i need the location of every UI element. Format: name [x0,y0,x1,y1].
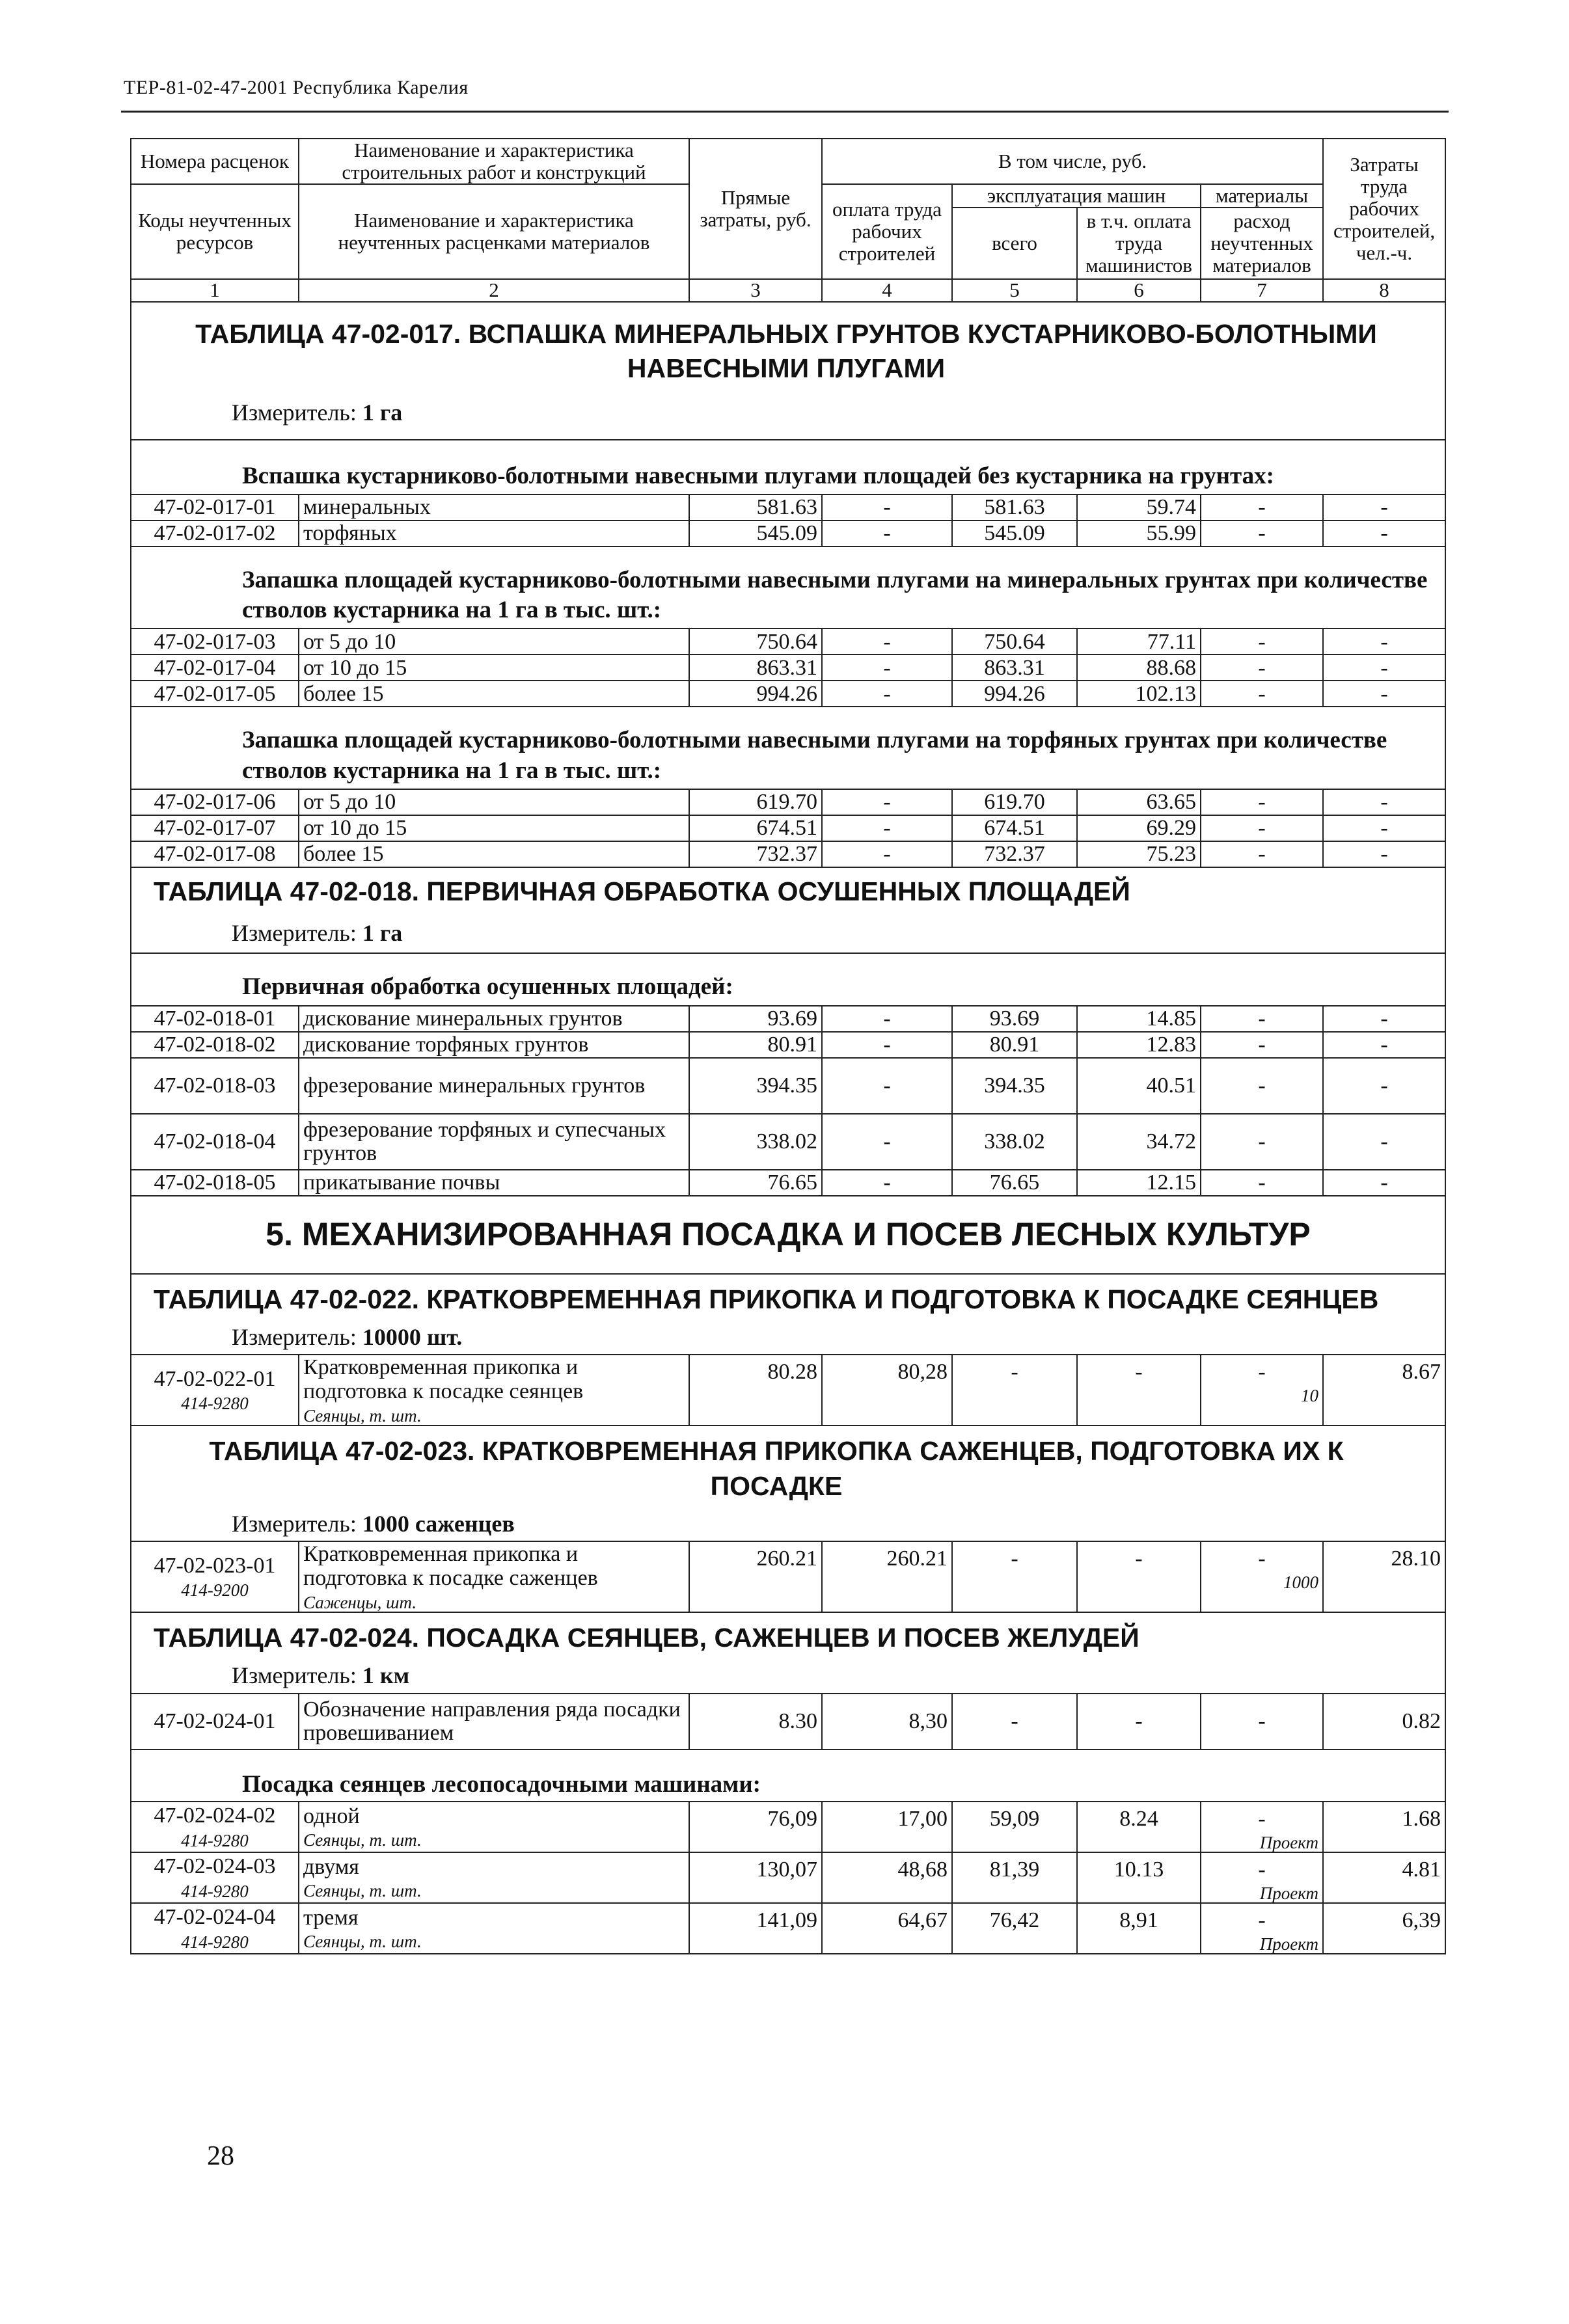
cell-c4: - [822,1058,952,1114]
cell-c4: - [822,789,952,815]
rate-code-cell [131,1802,299,1852]
cell-c8: - [1323,1114,1445,1170]
cell-c6: - [1077,1694,1201,1750]
table-023-title: ТАБЛИЦА 47-02-023. КРАТКОВРЕМЕННАЯ ПРИКОПКА САЖЕНЦЕВ, ПОДГОТОВКА ИХ К ПОСАДКЕ [209,1436,1344,1501]
cell-c3: 260.21 [689,1541,822,1612]
cell-c7-cell [1201,1355,1323,1425]
cell-c6: 63.65 [1077,789,1201,815]
cell-c6: - [1077,1355,1201,1425]
cell-c7: - [1201,1032,1323,1058]
resource-code: 414-9280 [181,1830,249,1850]
cell-c6: 14.85 [1077,1006,1201,1032]
table-row [131,1541,1445,1612]
col1-head-b: Коды неучтенных ресурсов [131,184,299,279]
col-num: 6 [1077,279,1201,302]
cell-c3: 80.91 [689,1032,822,1058]
cell-c4: - [822,655,952,681]
cell-c6: 77.11 [1077,628,1201,655]
table-row [131,681,1445,707]
material-quantity: Проект [1259,1832,1319,1852]
cell-c4: 17,00 [822,1802,952,1852]
cell-c7: - [1201,1694,1323,1750]
cell-c7: - [1258,1360,1266,1385]
cell-c6: 69.29 [1077,815,1201,841]
cell-c6: 40.51 [1077,1058,1201,1114]
rate-code: 47-02-018-04 [131,1114,299,1170]
table-018-title: ТАБЛИЦА 47-02-018. ПЕРВИЧНАЯ ОБРАБОТКА ОСУШЕННЫХ ПЛОЩАДЕЙ [154,876,1130,906]
col2-head-a: Наименование и характеристика строительных работ и конструкций [299,139,689,184]
cell-c4: - [822,520,952,547]
rate-name: более 15 [299,841,689,867]
cell-c3: 338.02 [689,1114,822,1170]
table-022-measure: Измеритель: 10000 шт. [232,1323,463,1350]
cell-c5: 338.02 [952,1114,1077,1170]
cell-c4: - [822,841,952,867]
cell-c6: 75.23 [1077,841,1201,867]
rate-name: минеральных [299,494,689,520]
cell-c5: 674.51 [952,815,1077,841]
rate-code-cell [131,1852,299,1903]
cell-c6: 102.13 [1077,681,1201,707]
cell-c8: - [1323,1006,1445,1032]
group-heading: Посадка сеянцев лесопосадочными машинами: [131,1750,1445,1802]
rate-code: 47-02-017-01 [131,494,299,520]
cell-c4: - [822,1006,952,1032]
table-row [131,628,1445,655]
table-row [131,789,1445,815]
table-022-block [131,1274,1445,1355]
rate-name: от 5 до 10 [299,628,689,655]
cell-c3: 141,09 [689,1903,822,1954]
group-heading: Вспашка кустарниково-болотными навесными плугами площадей без кустарника на грунтах: [131,440,1445,494]
cell-c3: 8.30 [689,1694,822,1750]
cell-c6: 12.83 [1077,1032,1201,1058]
table-row [131,1355,1445,1425]
rate-code: 47-02-017-07 [131,815,299,841]
materials-head: материалы [1201,184,1323,208]
cell-c8: 1.68 [1323,1802,1445,1852]
cell-c8: 4.81 [1323,1852,1445,1903]
cell-c4: - [822,628,952,655]
rate-name-cell [299,1355,689,1425]
cell-c6: 59.74 [1077,494,1201,520]
rate-code: 47-02-017-04 [131,655,299,681]
rate-code: 47-02-018-03 [131,1058,299,1114]
cell-c7: - [1201,1058,1323,1114]
cell-c6: - [1077,1541,1201,1612]
cell-c7-cell [1201,1852,1323,1903]
table-row [131,494,1445,520]
rate-name: Кратковременная прикопка и подготовка к посадке саженцев [303,1541,598,1591]
resource-code: 414-9280 [181,1932,249,1952]
cell-c7: - [1201,815,1323,841]
cell-c3: 581.63 [689,494,822,520]
cell-c5: 80.91 [952,1032,1077,1058]
cell-c7: - [1258,1857,1266,1882]
cell-c8: - [1323,815,1445,841]
col8-head: Затраты труда рабочих строителей, чел.-ч. [1323,139,1445,279]
cell-c3: 130,07 [689,1852,822,1903]
cell-c5: 863.31 [952,655,1077,681]
table-row [131,815,1445,841]
cell-c5: 81,39 [952,1852,1077,1903]
cell-c6: 8.24 [1077,1802,1201,1852]
rate-code-cell [131,1541,299,1612]
cell-c5: 581.63 [952,494,1077,520]
table-017-measure: Измеритель: 1 га [232,399,403,426]
rate-code: 47-02-018-05 [131,1170,299,1196]
cell-c3: 732.37 [689,841,822,867]
table-row [131,841,1445,867]
cell-c8: - [1323,841,1445,867]
cell-c8: - [1323,628,1445,655]
cell-c6: 10.13 [1077,1852,1201,1903]
cell-c5: 76.65 [952,1170,1077,1196]
rate-name: от 5 до 10 [299,789,689,815]
cell-c6: 88.68 [1077,655,1201,681]
material-name: Сеянцы, т. шт. [303,1881,422,1901]
cell-c5: - [952,1541,1077,1612]
cell-c7: - [1201,789,1323,815]
table-018-measure: Измеритель: 1 га [232,920,403,947]
cell-c7-cell [1201,1802,1323,1852]
t024-rows [131,1802,1445,1954]
rates-table [130,138,1446,1954]
cell-c4: - [822,681,952,707]
rate-name: дискование торфяных грунтов [299,1032,689,1058]
t018-rows [131,1006,1445,1196]
rate-code: 47-02-022-01 [154,1366,276,1391]
rate-name: прикатывание почвы [299,1170,689,1196]
material-name: Саженцы, шт. [303,1592,417,1612]
rate-code-cell [131,1355,299,1425]
cell-c3: 80.28 [689,1355,822,1425]
cell-c4: 8,30 [822,1694,952,1750]
rate-code: 47-02-017-05 [131,681,299,707]
table-017-title: ТАБЛИЦА 47-02-017. ВСПАШКА МИНЕРАЛЬНЫХ ГРУНТОВ КУСТАРНИКОВО-БОЛОТНЫМИ НАВЕСНЫМИ ПЛУГАМИ [195,318,1377,384]
cell-c5: 750.64 [952,628,1077,655]
table-row [131,1170,1445,1196]
table-row [131,1058,1445,1114]
cell-c5: 76,42 [952,1903,1077,1954]
t017-rows3 [131,789,1445,867]
col-num: 3 [689,279,822,302]
cell-c4: 48,68 [822,1852,952,1903]
rate-code: 47-02-023-01 [154,1553,276,1578]
cell-c5: 619.70 [952,789,1077,815]
cell-c5: 59,09 [952,1802,1077,1852]
cell-c6: 8,91 [1077,1903,1201,1954]
material-name: Сеянцы, т. шт. [303,1932,422,1952]
rate-name: более 15 [299,681,689,707]
table-row [131,1903,1445,1954]
rate-code: 47-02-024-01 [131,1694,299,1750]
table-023-block [131,1425,1445,1541]
cell-c6: 55.99 [1077,520,1201,547]
rate-code: 47-02-017-02 [131,520,299,547]
cell-c4: - [822,494,952,520]
rate-name-cell [299,1541,689,1612]
cell-c3: 93.69 [689,1006,822,1032]
rate-name: фрезерование минеральных грунтов [299,1058,689,1114]
col4-head: оплата труда рабочих строителей [822,184,952,279]
table-024-measure: Измеритель: 1 км [232,1662,410,1689]
table-018-block [131,867,1445,953]
rate-name-cell [299,1903,689,1954]
rate-name: Кратковременная прикопка и подготовка к посадке сеянцев [303,1355,584,1404]
table-022-title: ТАБЛИЦА 47-02-022. КРАТКОВРЕМЕННАЯ ПРИКОПКА И ПОДГОТОВКА К ПОСАДКЕ СЕЯНЦЕВ [154,1284,1379,1314]
cell-c8: 0.82 [1323,1694,1445,1750]
t017-rows1 [131,494,1445,547]
rate-code: 47-02-017-06 [131,789,299,815]
group-heading: Запашка площадей кустарниково-болотными навесными плугами на торфяных грунтах при количестве стволов кустарника на 1 га в тыс. шт.: [131,707,1445,789]
col6-head: в т.ч. оплата труда машинистов [1077,208,1201,279]
table-row [131,1006,1445,1032]
cell-c8: - [1323,494,1445,520]
cell-c5: - [952,1355,1077,1425]
cell-c7: - [1201,628,1323,655]
cell-c7: - [1201,1170,1323,1196]
rate-code: 47-02-024-03 [154,1854,276,1878]
cell-c5: 994.26 [952,681,1077,707]
col-num: 4 [822,279,952,302]
rate-name: Обозначение направления ряда посадки провешиванием [299,1694,689,1750]
material-name: Сеянцы, т. шт. [303,1405,422,1425]
cell-c7: - [1201,520,1323,547]
cell-c4: 260.21 [822,1541,952,1612]
rate-name: торфяных [299,520,689,547]
resource-code: 414-9280 [181,1881,249,1901]
machines-head: эксплуатация машин [952,184,1201,208]
cell-c7: - [1201,681,1323,707]
table-023-measure: Измеритель: 1000 саженцев [232,1510,515,1537]
t022-row [131,1355,1445,1425]
col7-head: расход неучтенных материалов [1201,208,1323,279]
col2-head-b: Наименование и характеристика неучтенных расценками материалов [299,184,689,279]
rate-name: от 10 до 15 [299,815,689,841]
table-024-title: ТАБЛИЦА 47-02-024. ПОСАДКА СЕЯНЦЕВ, САЖЕНЦЕВ И ПОСЕВ ЖЕЛУДЕЙ [154,1623,1139,1653]
col-num: 2 [299,279,689,302]
table-row [131,520,1445,547]
col1-head-a: Номера расценок [131,139,299,184]
cell-c6: 12.15 [1077,1170,1201,1196]
col-num: 1 [131,279,299,302]
cell-c4: 64,67 [822,1903,952,1954]
cell-c7: - [1201,1006,1323,1032]
cell-c3: 545.09 [689,520,822,547]
cell-c8: 6,39 [1323,1903,1445,1954]
col-num: 5 [952,279,1077,302]
table-024-block [131,1612,1445,1693]
cell-c5: 93.69 [952,1006,1077,1032]
material-quantity: Проект [1259,1883,1319,1903]
group-heading: Запашка площадей кустарниково-болотными навесными плугами на минеральных грунтах при количестве стволов кустарника на 1 га в тыс. шт.: [131,547,1445,629]
group-heading: Первичная обработка осушенных площадей: [131,953,1445,1005]
cell-c8: - [1323,655,1445,681]
cell-c4: - [822,1170,952,1196]
page-number: 28 [207,2141,234,2171]
cell-c8: - [1323,520,1445,547]
material-name: Сеянцы, т. шт. [303,1830,422,1850]
col3-head: Прямые затраты, руб. [689,139,822,279]
col-num: 7 [1201,279,1323,302]
rate-name-cell [299,1802,689,1852]
header-rule [121,111,1449,113]
table-row [131,1032,1445,1058]
cell-c7-cell [1201,1903,1323,1954]
cell-c7: - [1201,841,1323,867]
t023-row [131,1541,1445,1612]
cell-c7: - [1201,1114,1323,1170]
t017-rows2 [131,628,1445,707]
cell-c8: - [1323,1058,1445,1114]
cell-c5: 545.09 [952,520,1077,547]
rate-name: дискование минеральных грунтов [299,1006,689,1032]
cell-c5: 732.37 [952,841,1077,867]
in-total-head: В том числе, руб. [822,139,1323,184]
cell-c4: - [822,1032,952,1058]
table-row [131,1114,1445,1170]
rate-name: тремя [303,1906,359,1930]
cell-c5: 394.35 [952,1058,1077,1114]
rate-code: 47-02-024-02 [154,1803,276,1828]
cell-c4: 80,28 [822,1355,952,1425]
table-row [131,655,1445,681]
cell-c3: 994.26 [689,681,822,707]
rate-name: двумя [303,1855,359,1880]
rate-code: 47-02-024-04 [154,1904,276,1929]
rate-name: фрезерование торфяных и супесчаных грунтов [299,1114,689,1170]
section-heading: 5. МЕХАНИЗИРОВАННАЯ ПОСАДКА И ПОСЕВ ЛЕСНЫХ КУЛЬТУР [131,1196,1445,1274]
cell-c8: - [1323,681,1445,707]
cell-c4: - [822,815,952,841]
cell-c3: 750.64 [689,628,822,655]
cell-c3: 863.31 [689,655,822,681]
col5-head: всего [952,208,1077,279]
rate-code: 47-02-018-02 [131,1032,299,1058]
cell-c3: 76.65 [689,1170,822,1196]
cell-c8: - [1323,1032,1445,1058]
rate-code-cell [131,1903,299,1954]
material-quantity: 10 [1301,1385,1319,1405]
cell-c7: - [1201,494,1323,520]
rate-name-cell [299,1852,689,1903]
running-header: ТЕР-81-02-47-2001 Республика Карелия [124,77,469,98]
col-num: 8 [1323,279,1445,302]
resource-code: 414-9200 [181,1580,249,1601]
cell-c6: 34.72 [1077,1114,1201,1170]
cell-c8: - [1323,789,1445,815]
table-row [131,1852,1445,1903]
cell-c3: 674.51 [689,815,822,841]
cell-c7: - [1258,1908,1266,1932]
cell-c8: 28.10 [1323,1541,1445,1612]
table-017-block [131,302,1445,440]
resource-code: 414-9280 [181,1394,249,1414]
cell-c7: - [1201,655,1323,681]
cell-c7: - [1258,1546,1266,1571]
cell-c5: - [952,1694,1077,1750]
table-row [131,1802,1445,1852]
cell-c7-cell [1201,1541,1323,1612]
cell-c4: - [822,1114,952,1170]
material-quantity: 1000 [1283,1572,1319,1592]
rate-code: 47-02-017-03 [131,628,299,655]
cell-c3: 394.35 [689,1058,822,1114]
rate-name: одной [303,1804,360,1828]
rate-name: от 10 до 15 [299,655,689,681]
rate-code: 47-02-017-08 [131,841,299,867]
cell-c8: - [1323,1170,1445,1196]
rate-code: 47-02-018-01 [131,1006,299,1032]
cell-c8: 8.67 [1323,1355,1445,1425]
cell-c3: 76,09 [689,1802,822,1852]
cell-c3: 619.70 [689,789,822,815]
cell-c7: - [1258,1806,1266,1831]
material-quantity: Проект [1259,1934,1319,1954]
